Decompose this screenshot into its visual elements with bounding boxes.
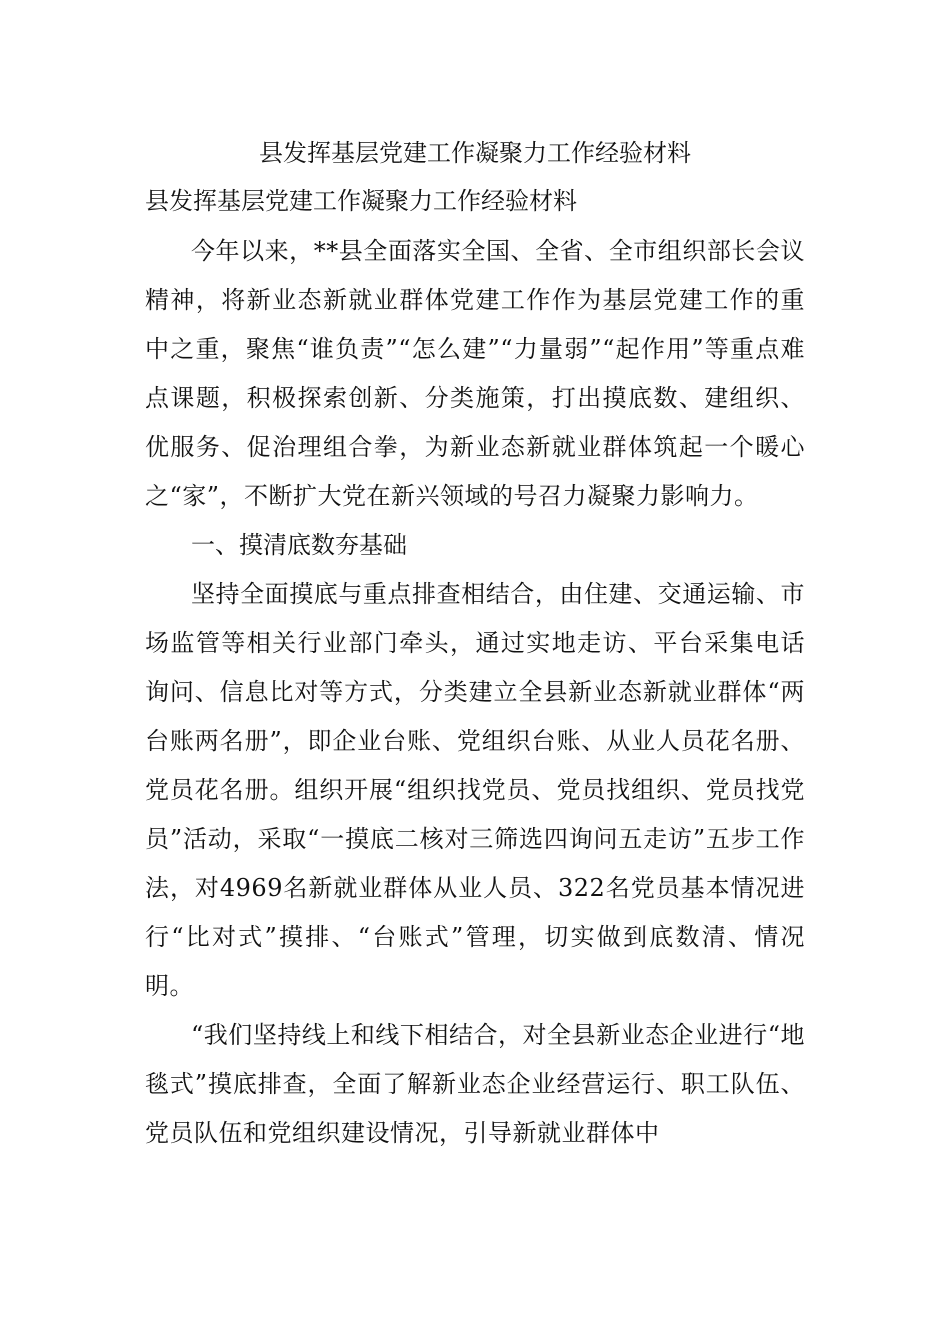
document-title: 县发挥基层党建工作凝聚力工作经验材料 [259, 139, 691, 167]
paragraph-section-1: 坚持全面摸底与重点排查相结合，由住建、交通运输、市场监管等相关行业部门牵头，通过实地走访、平台采集电话询问、信息比对等方式，分类建立全县新业态新就业群体“两台账两名册”，即企业台账、党组织台账、从业人员花名册、党员花名册。组织开展“组织找党员、党员找组织、党员找党员”活动，采取“一摸底二核对三筛选四询问五走访”五步工作法，对4969名新就业群体从业人员、322名党员基本情况进行“比对式”摸排、“台账式”管理，切实做到底数清、情况明。 [145, 580, 805, 1000]
section-heading-1: 一、摸清底数夯基础 [191, 531, 407, 559]
paragraph-quote: “我们坚持线上和线下相结合，对全县新业态企业进行“地毯式”摸底排查，全面了解新业态企业经营运行、职工队伍、党员队伍和党组织建设情况，引导新就业群体中 [145, 1021, 805, 1147]
paragraph-intro: 今年以来，**县全面落实全国、全省、全市组织部长会议精神，将新业态新就业群体党建工作作为基层党建工作的重中之重，聚焦“谁负责”“怎么建”“力量弱”“起作用”等重点难点课题，积极探索创新、分类施策，打出摸底数、建组织、优服务、促治理组合拳，为新业态新就业群体筑起一个暖心之“家”，不断扩大党在新兴领域的号召力凝聚力影响力。 [145, 237, 805, 510]
document-body [145, 227, 805, 1158]
document-subtitle: 县发挥基层党建工作凝聚力工作经验材料 [145, 187, 577, 215]
